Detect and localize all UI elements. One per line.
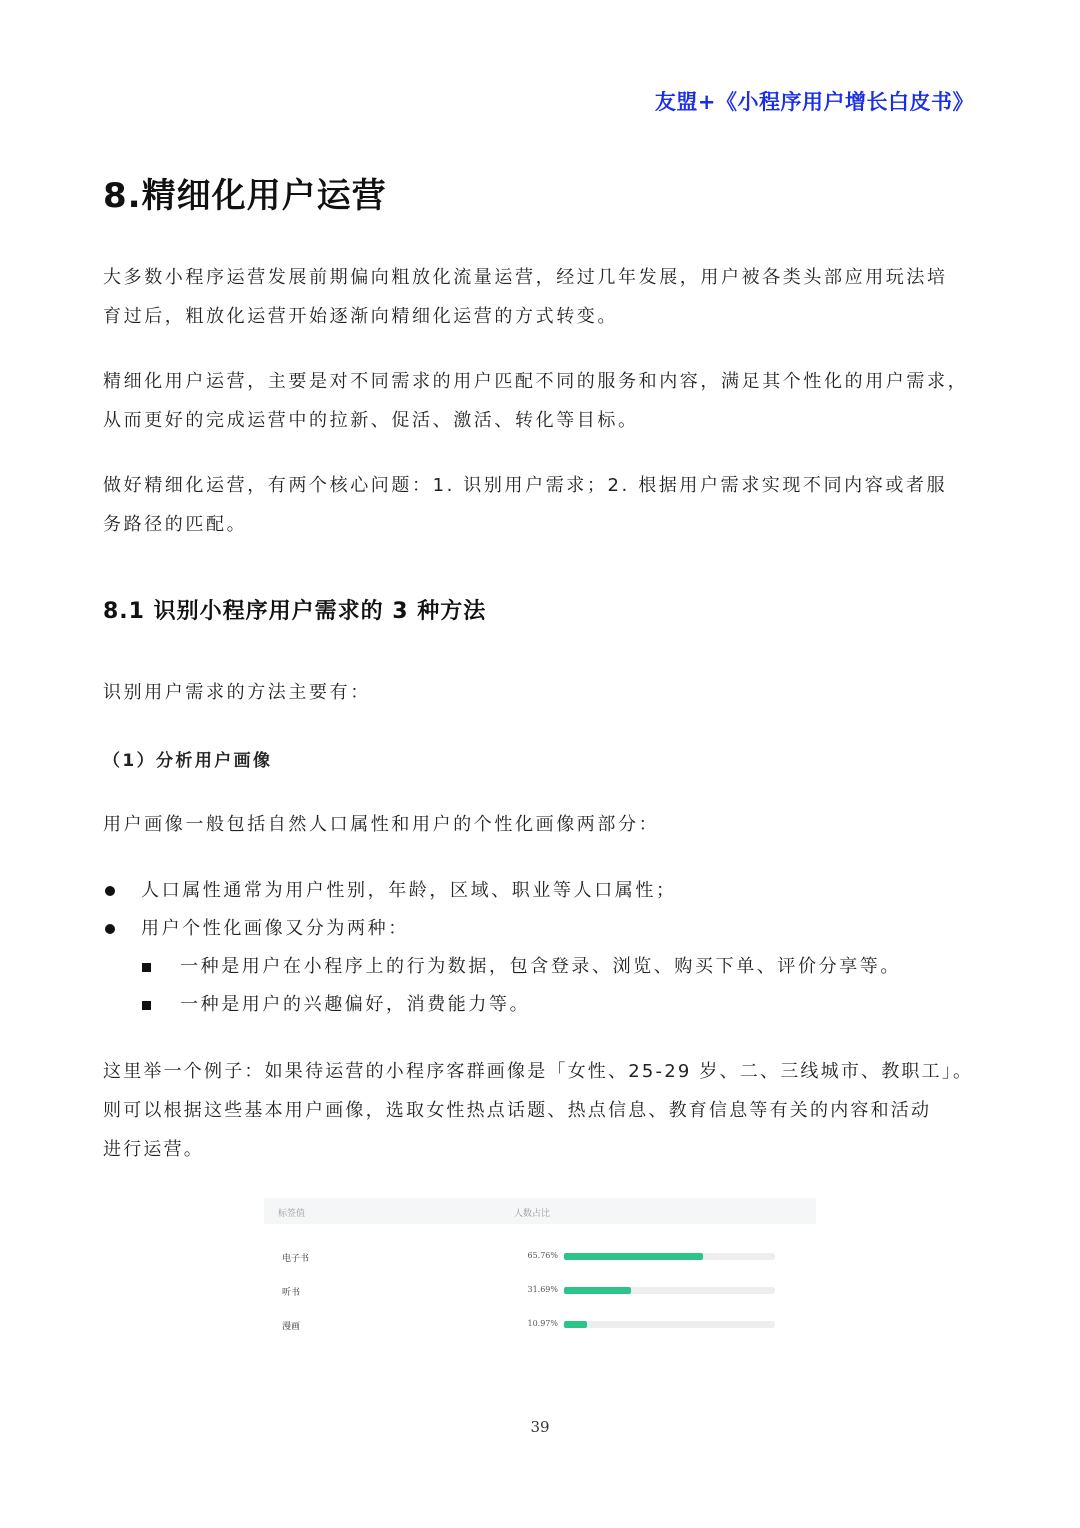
document-header-title: 友盟+《小程序用户增长白皮书》 bbox=[654, 90, 974, 114]
paragraph-line: 识别用户需求的方法主要有： bbox=[103, 682, 371, 703]
page-number: 39 bbox=[530, 1418, 550, 1436]
sub-bullet-text: 一种是用户在小程序上的行为数据，包含登录、浏览、购买下单、评价分享等。 bbox=[180, 956, 901, 977]
paragraph-line: 从而更好的完成运营中的拉新、促活、激活、转化等目标。 bbox=[103, 410, 639, 431]
paragraph-line: 进行运营。 bbox=[103, 1139, 204, 1160]
sub-bullet-item bbox=[180, 954, 901, 980]
share-bar-fill bbox=[564, 1253, 703, 1260]
figure-header-row bbox=[264, 1198, 816, 1224]
share-bar-fill bbox=[564, 1321, 587, 1328]
tag-share-figure bbox=[264, 1198, 816, 1344]
sub-bullet-text: 一种是用户的兴趣偏好，消费能力等。 bbox=[180, 994, 531, 1015]
share-bar-track bbox=[564, 1321, 775, 1328]
bullet-square-icon bbox=[142, 963, 151, 972]
bullet-dot-icon bbox=[105, 886, 115, 896]
example-paragraph bbox=[103, 1052, 1003, 1169]
section-title: 8.1 识别小程序用户需求的 3 种方法 bbox=[103, 599, 487, 624]
figure-row-label: 漫画 bbox=[282, 1322, 301, 1332]
subsection-title: （1）分析用户画像 bbox=[103, 751, 273, 771]
paragraph-line: 这里举一个例子：如果待运营的小程序客群画像是「女性、25-29 岁、二、三线城市、教职工」。 bbox=[103, 1061, 974, 1082]
column-header-label: 标签值 bbox=[278, 1209, 306, 1219]
intro-paragraph-2 bbox=[103, 362, 983, 440]
paragraph-line: 则可以根据这些基本用户画像，选取女性热点话题、热点信息、教育信息等有关的内容和活动 bbox=[103, 1100, 932, 1121]
share-bar-track bbox=[564, 1253, 775, 1260]
intro-paragraph-1 bbox=[103, 258, 983, 336]
column-header-share: 人数占比 bbox=[514, 1209, 551, 1219]
section-lead bbox=[103, 673, 983, 712]
bullet-text: 用户个性化画像又分为两种： bbox=[141, 918, 409, 939]
figure-row bbox=[264, 1316, 816, 1336]
figure-row bbox=[264, 1248, 816, 1268]
profile-intro bbox=[103, 805, 983, 844]
share-bar-track bbox=[564, 1287, 775, 1294]
paragraph-line: 做好精细化运营，有两个核心问题：1. 识别用户需求；2. 根据用户需求实现不同内容或者服 bbox=[103, 475, 948, 496]
paragraph-line: 精细化用户运营，主要是对不同需求的用户匹配不同的服务和内容，满足其个性化的用户需求， bbox=[103, 371, 969, 392]
figure-row-percent: 65.76% bbox=[527, 1251, 558, 1260]
bullet-dot-icon bbox=[105, 924, 115, 934]
figure-row-percent: 31.69% bbox=[527, 1285, 558, 1294]
bullet-text: 人口属性通常为用户性别，年龄，区域、职业等人口属性； bbox=[141, 880, 677, 901]
bullet-item bbox=[141, 916, 409, 942]
paragraph-line: 用户画像一般包括自然人口属性和用户的个性化画像两部分： bbox=[103, 814, 660, 835]
sub-bullet-item bbox=[180, 992, 530, 1018]
bullet-item bbox=[141, 878, 677, 904]
figure-row bbox=[264, 1282, 816, 1302]
figure-row-percent: 10.97% bbox=[527, 1319, 558, 1328]
intro-paragraph-3 bbox=[103, 466, 983, 544]
paragraph-line: 大多数小程序运营发展前期偏向粗放化流量运营，经过几年发展，用户被各类头部应用玩法培 bbox=[103, 267, 948, 288]
chapter-title: 8.精细化用户运营 bbox=[103, 176, 387, 216]
figure-row-label: 电子书 bbox=[282, 1254, 310, 1264]
paragraph-line: 育过后，粗放化运营开始逐渐向精细化运营的方式转变。 bbox=[103, 306, 618, 327]
figure-row-label: 听书 bbox=[282, 1288, 301, 1298]
share-bar-fill bbox=[564, 1287, 631, 1294]
paragraph-line: 务路径的匹配。 bbox=[103, 514, 248, 535]
bullet-square-icon bbox=[142, 1001, 151, 1010]
